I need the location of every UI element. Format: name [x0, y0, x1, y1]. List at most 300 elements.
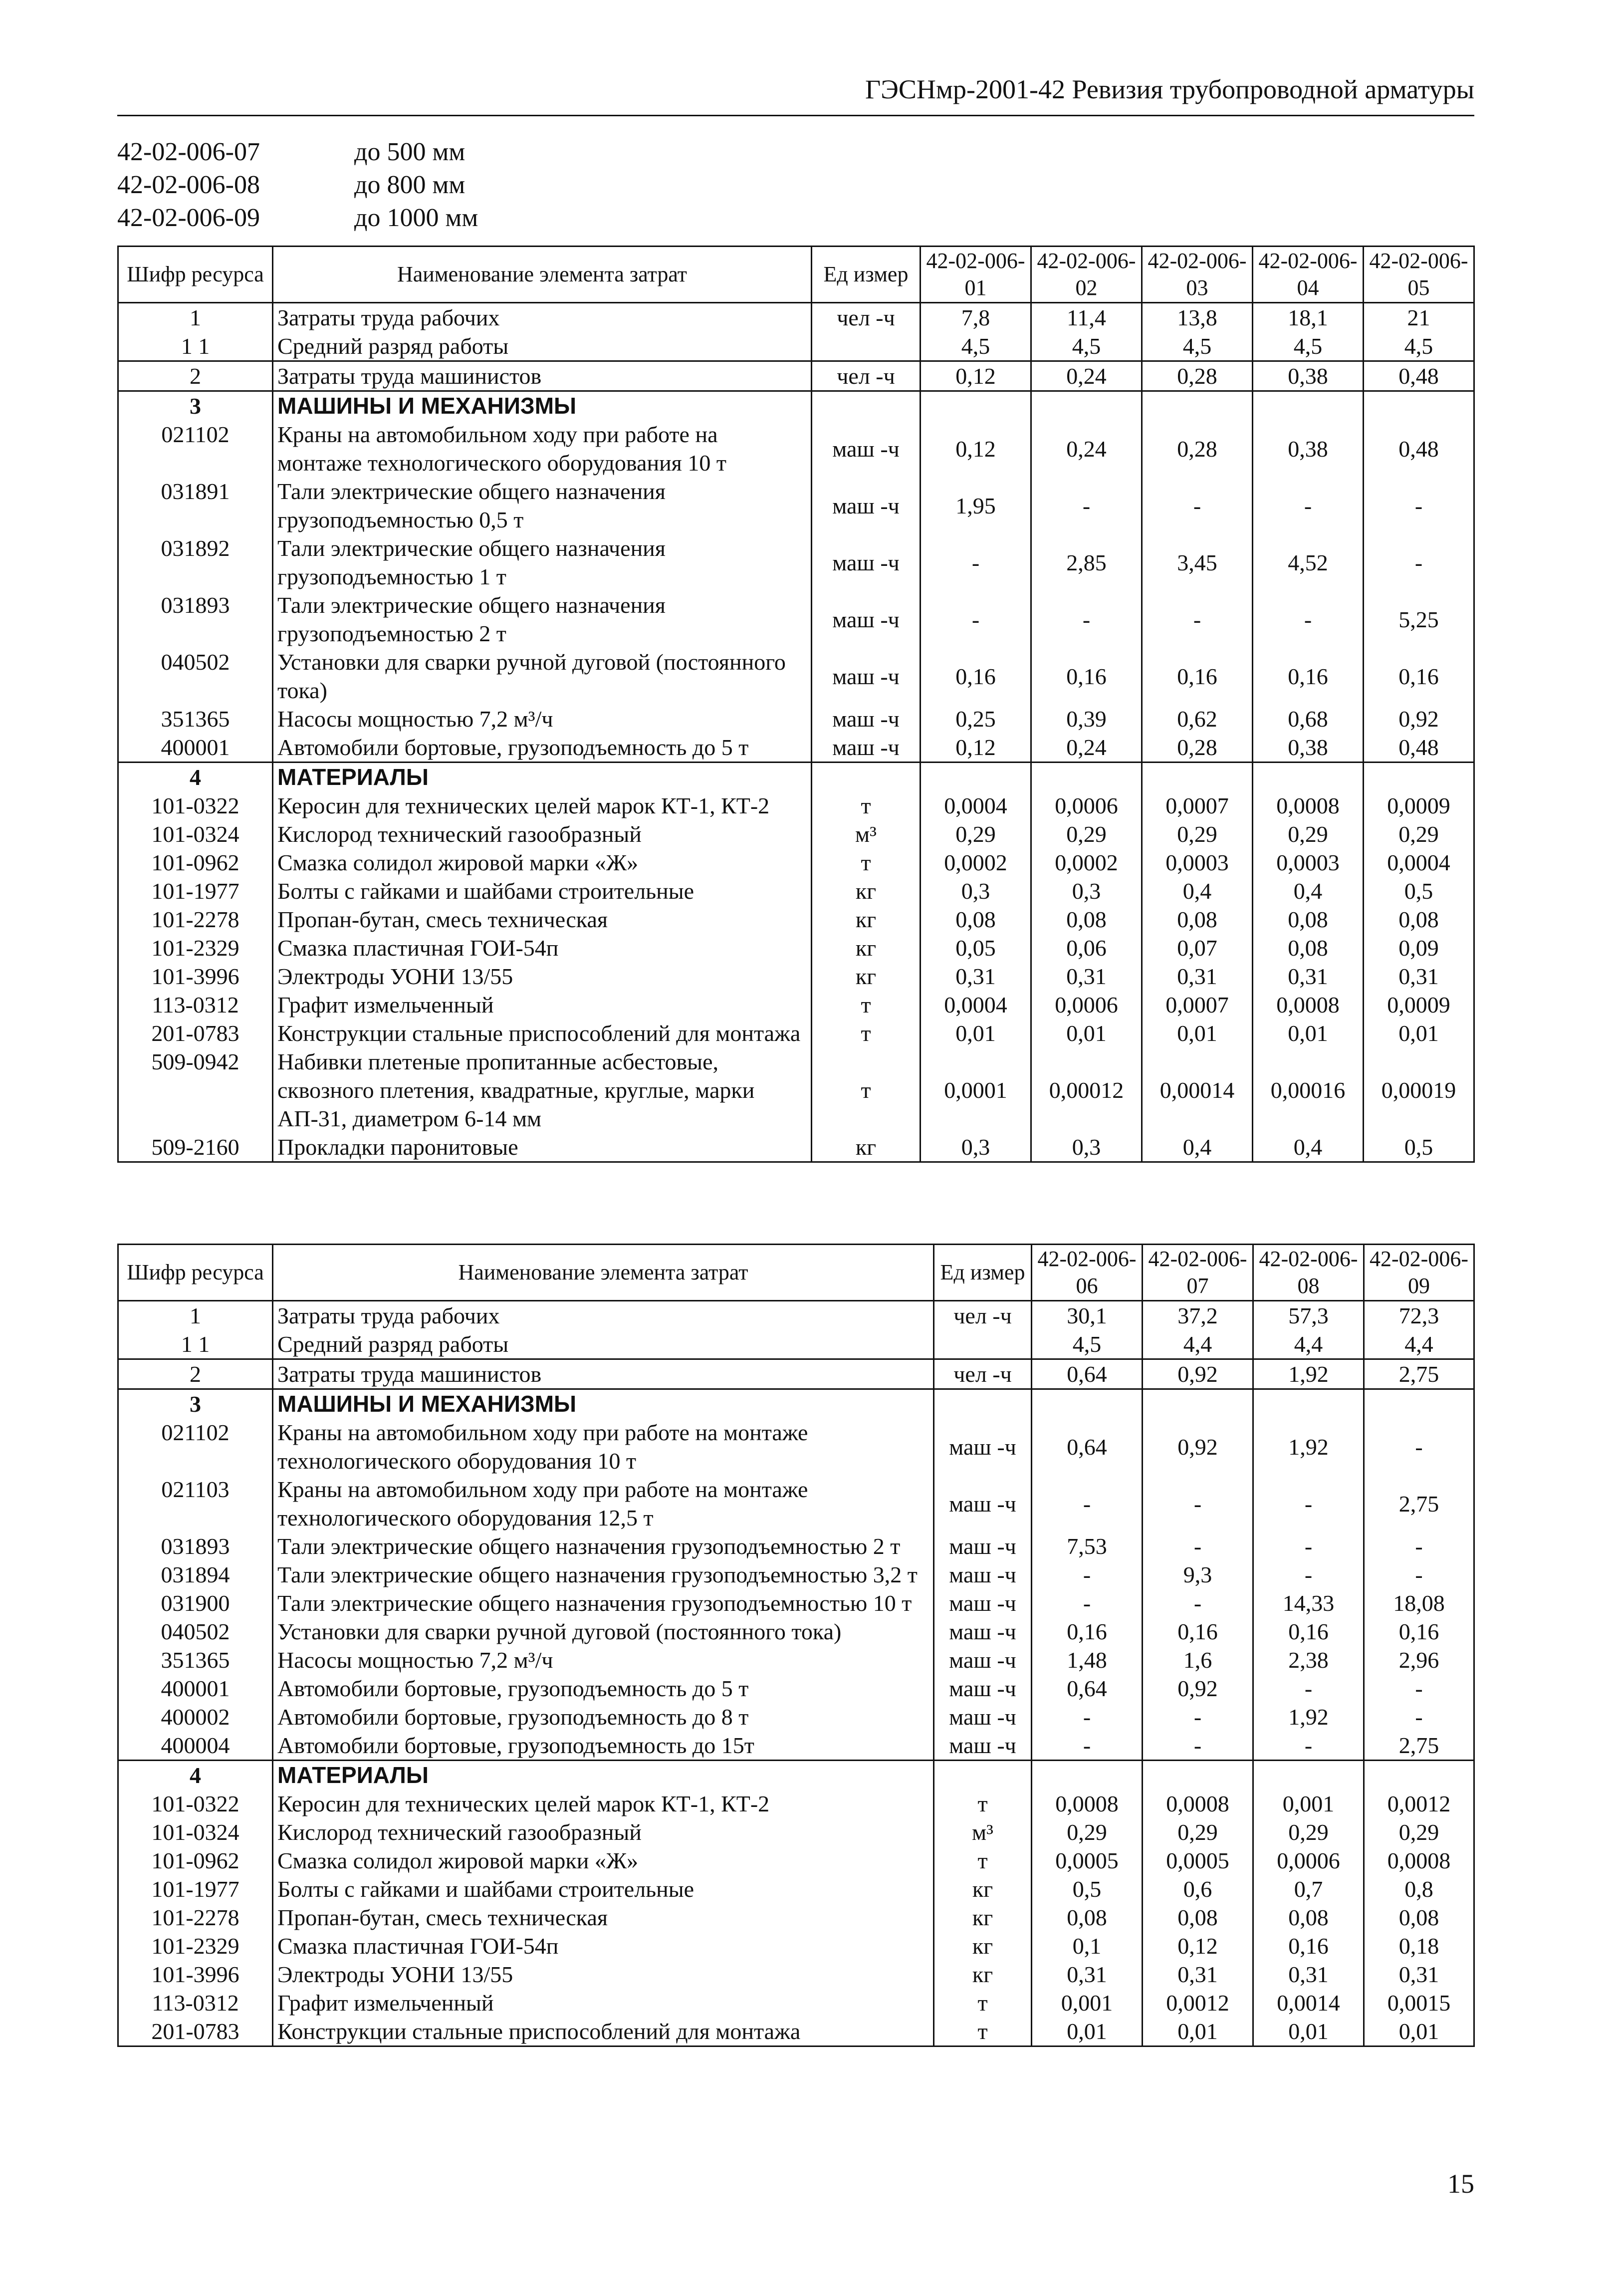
unit-cell: кг [934, 1875, 1032, 1903]
table-row [118, 1133, 1474, 1162]
document-header-title: ГЭСНмр-2001-42 Ревизия трубопроводной арматуры [865, 74, 1474, 104]
table-row [118, 1617, 1474, 1646]
value-cell: - [1253, 1674, 1364, 1703]
value-cell: - [1253, 1560, 1364, 1589]
table-row [118, 1560, 1474, 1589]
value-cell: 1,6 [1143, 1646, 1253, 1674]
resource-code: 2 [118, 361, 273, 391]
value-cell: 21 [1364, 303, 1474, 332]
resource-name: Смазка солидол жировой марки «Ж» [273, 1846, 934, 1875]
empty-cell [1143, 1389, 1253, 1419]
resource-table-1 [117, 246, 1475, 1163]
resource-code: 351365 [118, 1646, 273, 1674]
resource-name: Набивки плетеные пропитанные асбестовые, сквозного плетения, квадратные, круглые, марки АП-31, диаметром 6-14 мм [273, 1047, 812, 1133]
resource-name: Насосы мощностью 7,2 м³/ч [273, 1646, 934, 1674]
value-cell: 0,24 [1031, 361, 1142, 391]
unit-cell [812, 332, 921, 361]
value-cell: 0,01 [1032, 2017, 1143, 2046]
value-cell: 0,09 [1364, 934, 1474, 962]
value-cell: 0,16 [1253, 648, 1364, 705]
section-title: МАШИНЫ И МЕХАНИЗМЫ [273, 391, 812, 421]
unit-cell: кг [934, 1903, 1032, 1932]
table-row [118, 1903, 1474, 1932]
value-cell: - [1253, 591, 1364, 648]
column-header: 42-02-006-02 [1031, 247, 1142, 303]
value-cell: 13,8 [1142, 303, 1253, 332]
empty-cell [1253, 1389, 1364, 1419]
section-row [118, 763, 1474, 792]
table-row [118, 1589, 1474, 1617]
value-cell: 0,01 [1364, 2017, 1474, 2046]
value-cell: 0,06 [1031, 934, 1142, 962]
resource-code: 021103 [118, 1475, 273, 1532]
value-cell: 0,5 [1032, 1875, 1143, 1903]
resource-code: 351365 [118, 705, 273, 733]
table-row [118, 1019, 1474, 1047]
value-cell: - [1031, 477, 1142, 534]
table-row [118, 877, 1474, 905]
resource-name: Насосы мощностью 7,2 м³/ч [273, 705, 812, 733]
value-cell: 0,4 [1142, 877, 1253, 905]
value-cell: 4,52 [1253, 534, 1364, 591]
value-cell: 0,12 [921, 733, 1031, 763]
resource-code: 509-2160 [118, 1133, 273, 1162]
value-cell: - [1032, 1589, 1143, 1617]
value-cell: 0,31 [1253, 1960, 1364, 1989]
value-cell: 0,0007 [1142, 991, 1253, 1019]
resource-name: Установки для сварки ручной дуговой (постоянного тока) [273, 648, 812, 705]
value-cell: 0,38 [1253, 733, 1364, 763]
value-cell: 0,39 [1031, 705, 1142, 733]
value-cell: 0,0014 [1253, 1989, 1364, 2017]
resource-code: 1 [118, 1301, 273, 1330]
resource-name: Тали электрические общего назначения грузоподъемностью 2 т [273, 591, 812, 648]
table-row [118, 1359, 1474, 1389]
empty-cell [1364, 1389, 1474, 1419]
code-line-desc: до 800 мм [354, 171, 465, 199]
unit-cell: кг [934, 1960, 1032, 1989]
value-cell: 0,0004 [921, 991, 1031, 1019]
value-cell: 0,16 [921, 648, 1031, 705]
resource-name: Электроды УОНИ 13/55 [273, 1960, 934, 1989]
resource-name: Смазка пластичная ГОИ-54п [273, 934, 812, 962]
value-cell: 9,3 [1143, 1560, 1253, 1589]
unit-cell: т [812, 791, 921, 820]
unit-cell: т [934, 1789, 1032, 1818]
resource-name: Конструкции стальные приспособлений для монтажа [273, 2017, 934, 2046]
empty-cell [921, 391, 1031, 421]
value-cell: 0,0007 [1142, 791, 1253, 820]
resource-code: 1 [118, 303, 273, 332]
value-cell: 0,64 [1032, 1418, 1143, 1475]
table-row [118, 361, 1474, 391]
value-cell: - [1253, 477, 1364, 534]
resource-code: 031892 [118, 534, 273, 591]
resource-code: 031891 [118, 477, 273, 534]
value-cell: 0,29 [1253, 1818, 1364, 1846]
value-cell: 0,29 [1032, 1818, 1143, 1846]
resource-name: Смазка солидол жировой марки «Ж» [273, 848, 812, 877]
value-cell: 0,31 [921, 962, 1031, 991]
resource-code: 1 1 [118, 332, 273, 361]
unit-cell: чел -ч [934, 1359, 1032, 1389]
value-cell: 0,05 [921, 934, 1031, 962]
table-row [118, 820, 1474, 848]
resource-code: 101-0324 [118, 820, 273, 848]
unit-cell: маш -ч [812, 705, 921, 733]
empty-cell [1142, 391, 1253, 421]
table-row [118, 1330, 1474, 1359]
value-cell: 30,1 [1032, 1301, 1143, 1330]
value-cell: 0,0003 [1253, 848, 1364, 877]
value-cell: - [1364, 1532, 1474, 1560]
value-cell: 0,31 [1143, 1960, 1253, 1989]
value-cell: - [1364, 534, 1474, 591]
resource-code: 400002 [118, 1703, 273, 1731]
value-cell: 0,18 [1364, 1932, 1474, 1960]
value-cell: 0,28 [1142, 420, 1253, 477]
value-cell: 0,0012 [1364, 1789, 1474, 1818]
value-cell: 0,25 [921, 705, 1031, 733]
value-cell: 0,01 [1143, 2017, 1253, 2046]
value-cell: 0,00016 [1253, 1047, 1364, 1133]
unit-cell: чел -ч [812, 303, 921, 332]
value-cell: 0,29 [1253, 820, 1364, 848]
resource-code: 040502 [118, 1617, 273, 1646]
resource-name: Средний разряд работы [273, 332, 812, 361]
resource-code: 101-0322 [118, 791, 273, 820]
resource-name: Затраты труда рабочих [273, 1301, 934, 1330]
value-cell: 0,0002 [1031, 848, 1142, 877]
resource-name: Графит измельченный [273, 991, 812, 1019]
value-cell: 0,31 [1364, 962, 1474, 991]
value-cell: 0,01 [921, 1019, 1031, 1047]
value-cell: - [1253, 1475, 1364, 1532]
value-cell: 0,28 [1142, 733, 1253, 763]
value-cell: 0,92 [1143, 1359, 1253, 1389]
code-line [117, 202, 478, 235]
value-cell: 0,28 [1142, 361, 1253, 391]
value-cell: - [1032, 1731, 1143, 1761]
table-row [118, 477, 1474, 534]
value-cell: 1,92 [1253, 1359, 1364, 1389]
empty-cell [1032, 1761, 1143, 1790]
unit-cell: маш -ч [812, 477, 921, 534]
value-cell: 0,01 [1364, 1019, 1474, 1047]
unit-cell: маш -ч [812, 648, 921, 705]
unit-cell: т [812, 848, 921, 877]
unit-cell: маш -ч [812, 591, 921, 648]
resource-name: Пропан-бутан, смесь техническая [273, 905, 812, 934]
table-row [118, 1846, 1474, 1875]
value-cell: 0,16 [1253, 1932, 1364, 1960]
value-cell: 4,4 [1364, 1330, 1474, 1359]
value-cell: 0,16 [1031, 648, 1142, 705]
value-cell: 1,48 [1032, 1646, 1143, 1674]
value-cell: 0,08 [1253, 934, 1364, 962]
table-row [118, 848, 1474, 877]
value-cell: 0,16 [1253, 1617, 1364, 1646]
resource-name: Краны на автомобильном ходу при работе на монтаже технологического оборудования 12,5 т [273, 1475, 934, 1532]
value-cell: 0,64 [1032, 1674, 1143, 1703]
resource-code: 101-1977 [118, 1875, 273, 1903]
table-row [118, 1818, 1474, 1846]
value-cell: 0,0008 [1143, 1789, 1253, 1818]
value-cell: 0,92 [1143, 1674, 1253, 1703]
value-cell: 0,001 [1253, 1789, 1364, 1818]
value-cell: 0,0008 [1253, 791, 1364, 820]
resource-code: 101-2278 [118, 1903, 273, 1932]
value-cell: 0,0003 [1142, 848, 1253, 877]
value-cell: - [1142, 477, 1253, 534]
value-cell: 0,31 [1032, 1960, 1143, 1989]
value-cell: - [1364, 1703, 1474, 1731]
table-row [118, 1674, 1474, 1703]
code-line [117, 136, 478, 169]
section-number: 3 [118, 391, 273, 421]
table-row [118, 303, 1474, 332]
resource-code: 400001 [118, 733, 273, 763]
value-cell: - [1143, 1731, 1253, 1761]
value-cell: 4,5 [921, 332, 1031, 361]
resource-code: 2 [118, 1359, 273, 1389]
empty-cell [812, 763, 921, 792]
table-row [118, 1475, 1474, 1532]
resource-code: 113-0312 [118, 991, 273, 1019]
unit-cell: кг [934, 1932, 1032, 1960]
resource-name: Пропан-бутан, смесь техническая [273, 1903, 934, 1932]
value-cell: 4,4 [1143, 1330, 1253, 1359]
value-cell: 4,5 [1031, 332, 1142, 361]
value-cell: - [1032, 1560, 1143, 1589]
table-row [118, 905, 1474, 934]
value-cell: 0,01 [1031, 1019, 1142, 1047]
value-cell: 0,1 [1032, 1932, 1143, 1960]
resource-code: 031894 [118, 1560, 273, 1589]
column-header: 42-02-006-09 [1364, 1245, 1474, 1301]
value-cell: 0,3 [921, 877, 1031, 905]
empty-cell [1364, 763, 1474, 792]
value-cell: 0,00012 [1031, 1047, 1142, 1133]
value-cell: 0,31 [1031, 962, 1142, 991]
unit-cell: маш -ч [934, 1532, 1032, 1560]
value-cell: 0,29 [1364, 1818, 1474, 1846]
table-row [118, 1932, 1474, 1960]
column-header: 42-02-006-01 [921, 247, 1031, 303]
value-cell: 0,12 [1143, 1932, 1253, 1960]
resource-code: 101-0322 [118, 1789, 273, 1818]
section-number: 3 [118, 1389, 273, 1419]
value-cell: 1,92 [1253, 1703, 1364, 1731]
value-cell: 0,92 [1364, 705, 1474, 733]
empty-cell [921, 763, 1031, 792]
value-cell: 2,96 [1364, 1646, 1474, 1674]
empty-cell [1364, 1761, 1474, 1790]
unit-cell: чел -ч [934, 1301, 1032, 1330]
unit-cell: м³ [812, 820, 921, 848]
value-cell: - [1364, 1674, 1474, 1703]
value-cell: - [1143, 1475, 1253, 1532]
table-row [118, 791, 1474, 820]
value-cell: 0,6 [1143, 1875, 1253, 1903]
value-cell: 0,7 [1253, 1875, 1364, 1903]
value-cell: 0,62 [1142, 705, 1253, 733]
resource-code: 101-2278 [118, 905, 273, 934]
value-cell: 1,92 [1253, 1418, 1364, 1475]
value-cell: 0,4 [1253, 877, 1364, 905]
code-line-desc: до 500 мм [354, 138, 465, 166]
value-cell: - [1143, 1532, 1253, 1560]
resource-name: Тали электрические общего назначения грузоподъемностью 2 т [273, 1532, 934, 1560]
value-cell: 0,00019 [1364, 1047, 1474, 1133]
resource-name: Графит измельченный [273, 1989, 934, 2017]
value-cell: 37,2 [1143, 1301, 1253, 1330]
value-cell: 0,08 [1032, 1903, 1143, 1932]
unit-cell: т [812, 991, 921, 1019]
resource-code: 1 1 [118, 1330, 273, 1359]
resource-code: 400001 [118, 1674, 273, 1703]
value-cell: 2,38 [1253, 1646, 1364, 1674]
table-row [118, 1789, 1474, 1818]
value-cell: - [1032, 1703, 1143, 1731]
unit-cell: маш -ч [934, 1418, 1032, 1475]
resource-code: 101-2329 [118, 1932, 273, 1960]
value-cell: 0,29 [1143, 1818, 1253, 1846]
value-cell: - [1143, 1703, 1253, 1731]
value-cell: - [1031, 591, 1142, 648]
value-cell: 0,08 [1253, 1903, 1364, 1932]
resource-name: Краны на автомобильном ходу при работе на монтаже технологического оборудования 10 т [273, 420, 812, 477]
value-cell: 4,5 [1032, 1330, 1143, 1359]
value-cell: 0,16 [1032, 1617, 1143, 1646]
value-cell: 0,01 [1253, 2017, 1364, 2046]
resource-code: 101-3996 [118, 1960, 273, 1989]
table-row [118, 332, 1474, 361]
value-cell: 7,53 [1032, 1532, 1143, 1560]
value-cell: 0,01 [1142, 1019, 1253, 1047]
unit-cell: кг [812, 962, 921, 991]
value-cell: 0,16 [1142, 648, 1253, 705]
resource-code: 400004 [118, 1731, 273, 1761]
section-number: 4 [118, 1761, 273, 1790]
column-header: Ед измер [812, 247, 921, 303]
value-cell: 0,0015 [1364, 1989, 1474, 2017]
value-cell: 0,0008 [1364, 1846, 1474, 1875]
value-cell: 3,45 [1142, 534, 1253, 591]
table-row [118, 1875, 1474, 1903]
value-cell: 7,8 [921, 303, 1031, 332]
value-cell: 0,3 [1031, 1133, 1142, 1162]
value-cell: - [921, 591, 1031, 648]
unit-cell: маш -ч [934, 1674, 1032, 1703]
section-row [118, 1761, 1474, 1790]
value-cell: 0,48 [1364, 733, 1474, 763]
resource-name: Болты с гайками и шайбами строительные [273, 877, 812, 905]
resource-code: 113-0312 [118, 1989, 273, 2017]
value-cell: - [1364, 477, 1474, 534]
value-cell: 0,08 [1364, 905, 1474, 934]
value-cell: 0,3 [1031, 877, 1142, 905]
unit-cell: маш -ч [934, 1589, 1032, 1617]
unit-cell: маш -ч [934, 1560, 1032, 1589]
table-row [118, 591, 1474, 648]
value-cell: - [1253, 1532, 1364, 1560]
resource-code: 101-0962 [118, 1846, 273, 1875]
resource-name: Смазка пластичная ГОИ-54п [273, 1932, 934, 1960]
table-row [118, 648, 1474, 705]
value-cell: 0,08 [921, 905, 1031, 934]
resource-name: Затраты труда машинистов [273, 361, 812, 391]
resource-name: Тали электрические общего назначения грузоподъемностью 0,5 т [273, 477, 812, 534]
value-cell: 4,5 [1364, 332, 1474, 361]
table-row [118, 934, 1474, 962]
value-cell: 0,24 [1031, 733, 1142, 763]
value-cell: 0,16 [1364, 1617, 1474, 1646]
table-row [118, 2017, 1474, 2046]
unit-cell [934, 1330, 1032, 1359]
value-cell: - [1143, 1589, 1253, 1617]
table-row [118, 705, 1474, 733]
value-cell: 0,0006 [1031, 791, 1142, 820]
column-header: 42-02-006-03 [1142, 247, 1253, 303]
value-cell: 0,29 [921, 820, 1031, 848]
resource-name: Прокладки паронитовые [273, 1133, 812, 1162]
resource-name: Керосин для технических целей марок КТ-1, КТ-2 [273, 1789, 934, 1818]
value-cell: 0,48 [1364, 361, 1474, 391]
value-cell: - [921, 534, 1031, 591]
column-header: 42-02-006-06 [1032, 1245, 1143, 1301]
column-header: 42-02-006-07 [1143, 1245, 1253, 1301]
resource-name: Болты с гайками и шайбами строительные [273, 1875, 934, 1903]
value-cell: - [1032, 1475, 1143, 1532]
value-cell: - [1364, 1560, 1474, 1589]
code-list [117, 136, 478, 235]
value-cell: 0,12 [921, 361, 1031, 391]
value-cell: 4,5 [1253, 332, 1364, 361]
value-cell: 0,64 [1032, 1359, 1143, 1389]
resource-code: 101-0962 [118, 848, 273, 877]
table-row [118, 733, 1474, 763]
value-cell: 5,25 [1364, 591, 1474, 648]
section-row [118, 391, 1474, 421]
value-cell: 0,29 [1364, 820, 1474, 848]
column-header: Ед измер [934, 1245, 1032, 1301]
value-cell: 0,08 [1143, 1903, 1253, 1932]
value-cell: 0,08 [1142, 905, 1253, 934]
table-row [118, 1731, 1474, 1761]
empty-cell [1253, 391, 1364, 421]
section-row [118, 1389, 1474, 1419]
code-line [117, 169, 478, 202]
value-cell: 0,01 [1253, 1019, 1364, 1047]
value-cell: 0,0004 [1364, 848, 1474, 877]
unit-cell: т [934, 1989, 1032, 2017]
resource-code: 101-1977 [118, 877, 273, 905]
unit-cell: маш -ч [812, 420, 921, 477]
value-cell: 0,0009 [1364, 791, 1474, 820]
resource-name: Автомобили бортовые, грузоподъемность до 5 т [273, 733, 812, 763]
resource-code: 021102 [118, 1418, 273, 1475]
table-row [118, 1646, 1474, 1674]
value-cell: 0,8 [1364, 1875, 1474, 1903]
value-cell: 2,75 [1364, 1359, 1474, 1389]
value-cell: 0,08 [1364, 1903, 1474, 1932]
value-cell: 0,16 [1143, 1617, 1253, 1646]
value-cell: 4,5 [1142, 332, 1253, 361]
empty-cell [1143, 1761, 1253, 1790]
value-cell: 0,24 [1031, 420, 1142, 477]
value-cell: 0,29 [1142, 820, 1253, 848]
